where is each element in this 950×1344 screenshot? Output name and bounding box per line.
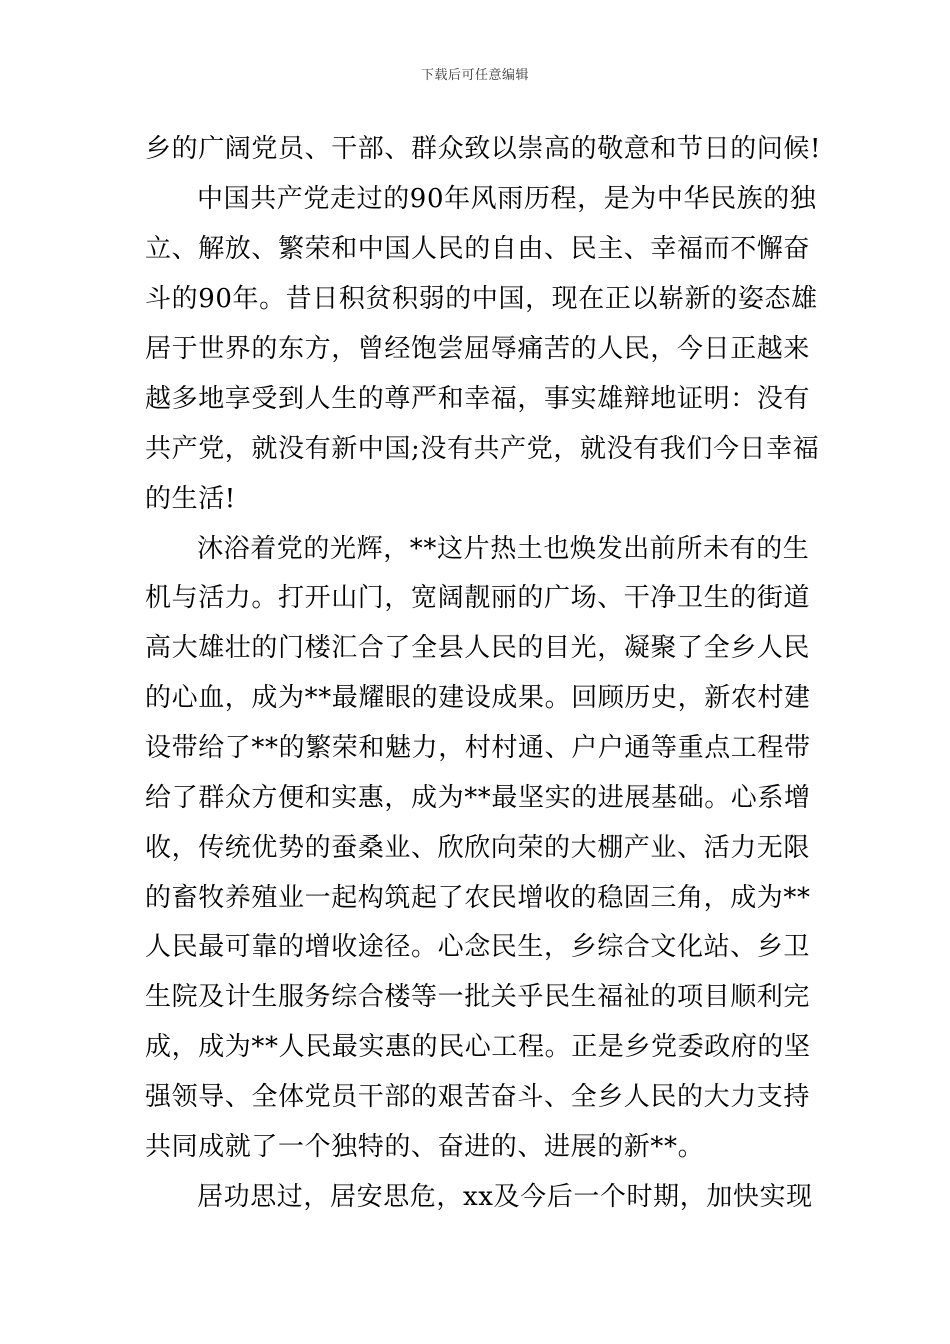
page-header: 下载后可任意编辑: [420, 68, 529, 83]
text-line: 的心血，成为**最耀眼的建设成果。回顾历史，新农村建: [145, 683, 811, 713]
text-line: 越多地享受到人生的尊严和幸福，事实雄辩地证明：没有: [145, 384, 811, 414]
text-line: 生院及计生服务综合楼等一批关乎民生福祉的项目顺利完: [145, 982, 811, 1012]
text-line: 居于世界的东方，曾经饱尝屈辱痛苦的人民，今日正越来: [145, 334, 811, 364]
text-line: 强领导、全体党员干部的艰苦奋斗、全乡人民的大力支持: [145, 1082, 811, 1112]
text-line: 的畜牧养殖业一起构筑起了农民增收的稳固三角，成为**: [145, 883, 811, 913]
text-line: 人民最可靠的增收途径。心念民生，乡综合文化站、乡卫: [145, 932, 811, 962]
text-line: 中国共产党走过的90年风雨历程，是为中华民族的独: [197, 184, 817, 214]
text-line: 设带给了**的繁荣和魅力，村村通、户户通等重点工程带: [145, 733, 811, 763]
text-line: 共产党，就没有新中国;没有共产党，就没有我们今日幸福: [145, 434, 820, 464]
text-line: 斗的90年。昔日积贫积弱的中国，现在正以崭新的姿态雄: [145, 284, 818, 314]
text-line: 乡的广阔党员、干部、群众致以崇高的敬意和节日的问候!: [145, 134, 822, 164]
text-line: 高大雄壮的门楼汇合了全县人民的目光，凝聚了全乡人民: [145, 633, 811, 663]
text-line: 居功思过，居安思危，xx及今后一个时期，加快实现: [197, 1182, 813, 1212]
text-line: 的生活!: [145, 484, 236, 514]
text-line: 机与活力。打开山门，宽阔靓丽的广场、干净卫生的街道: [145, 583, 811, 613]
text-line: 共同成就了一个独特的、奋进的、进展的新**。: [145, 1132, 705, 1162]
text-line: 成，成为**人民最实惠的民心工程。正是乡党委政府的坚: [145, 1032, 811, 1062]
text-line: 立、解放、繁荣和中国人民的自由、民主、幸福而不懈奋: [145, 234, 811, 264]
text-line: 给了群众方便和实惠，成为**最坚实的进展基础。心系增: [145, 783, 811, 813]
text-line: 收，传统优势的蚕桑业、欣欣向荣的大棚产业、活力无限: [145, 833, 811, 863]
text-line: 沐浴着党的光辉，**这片热土也焕发出前所未有的生: [197, 534, 810, 564]
